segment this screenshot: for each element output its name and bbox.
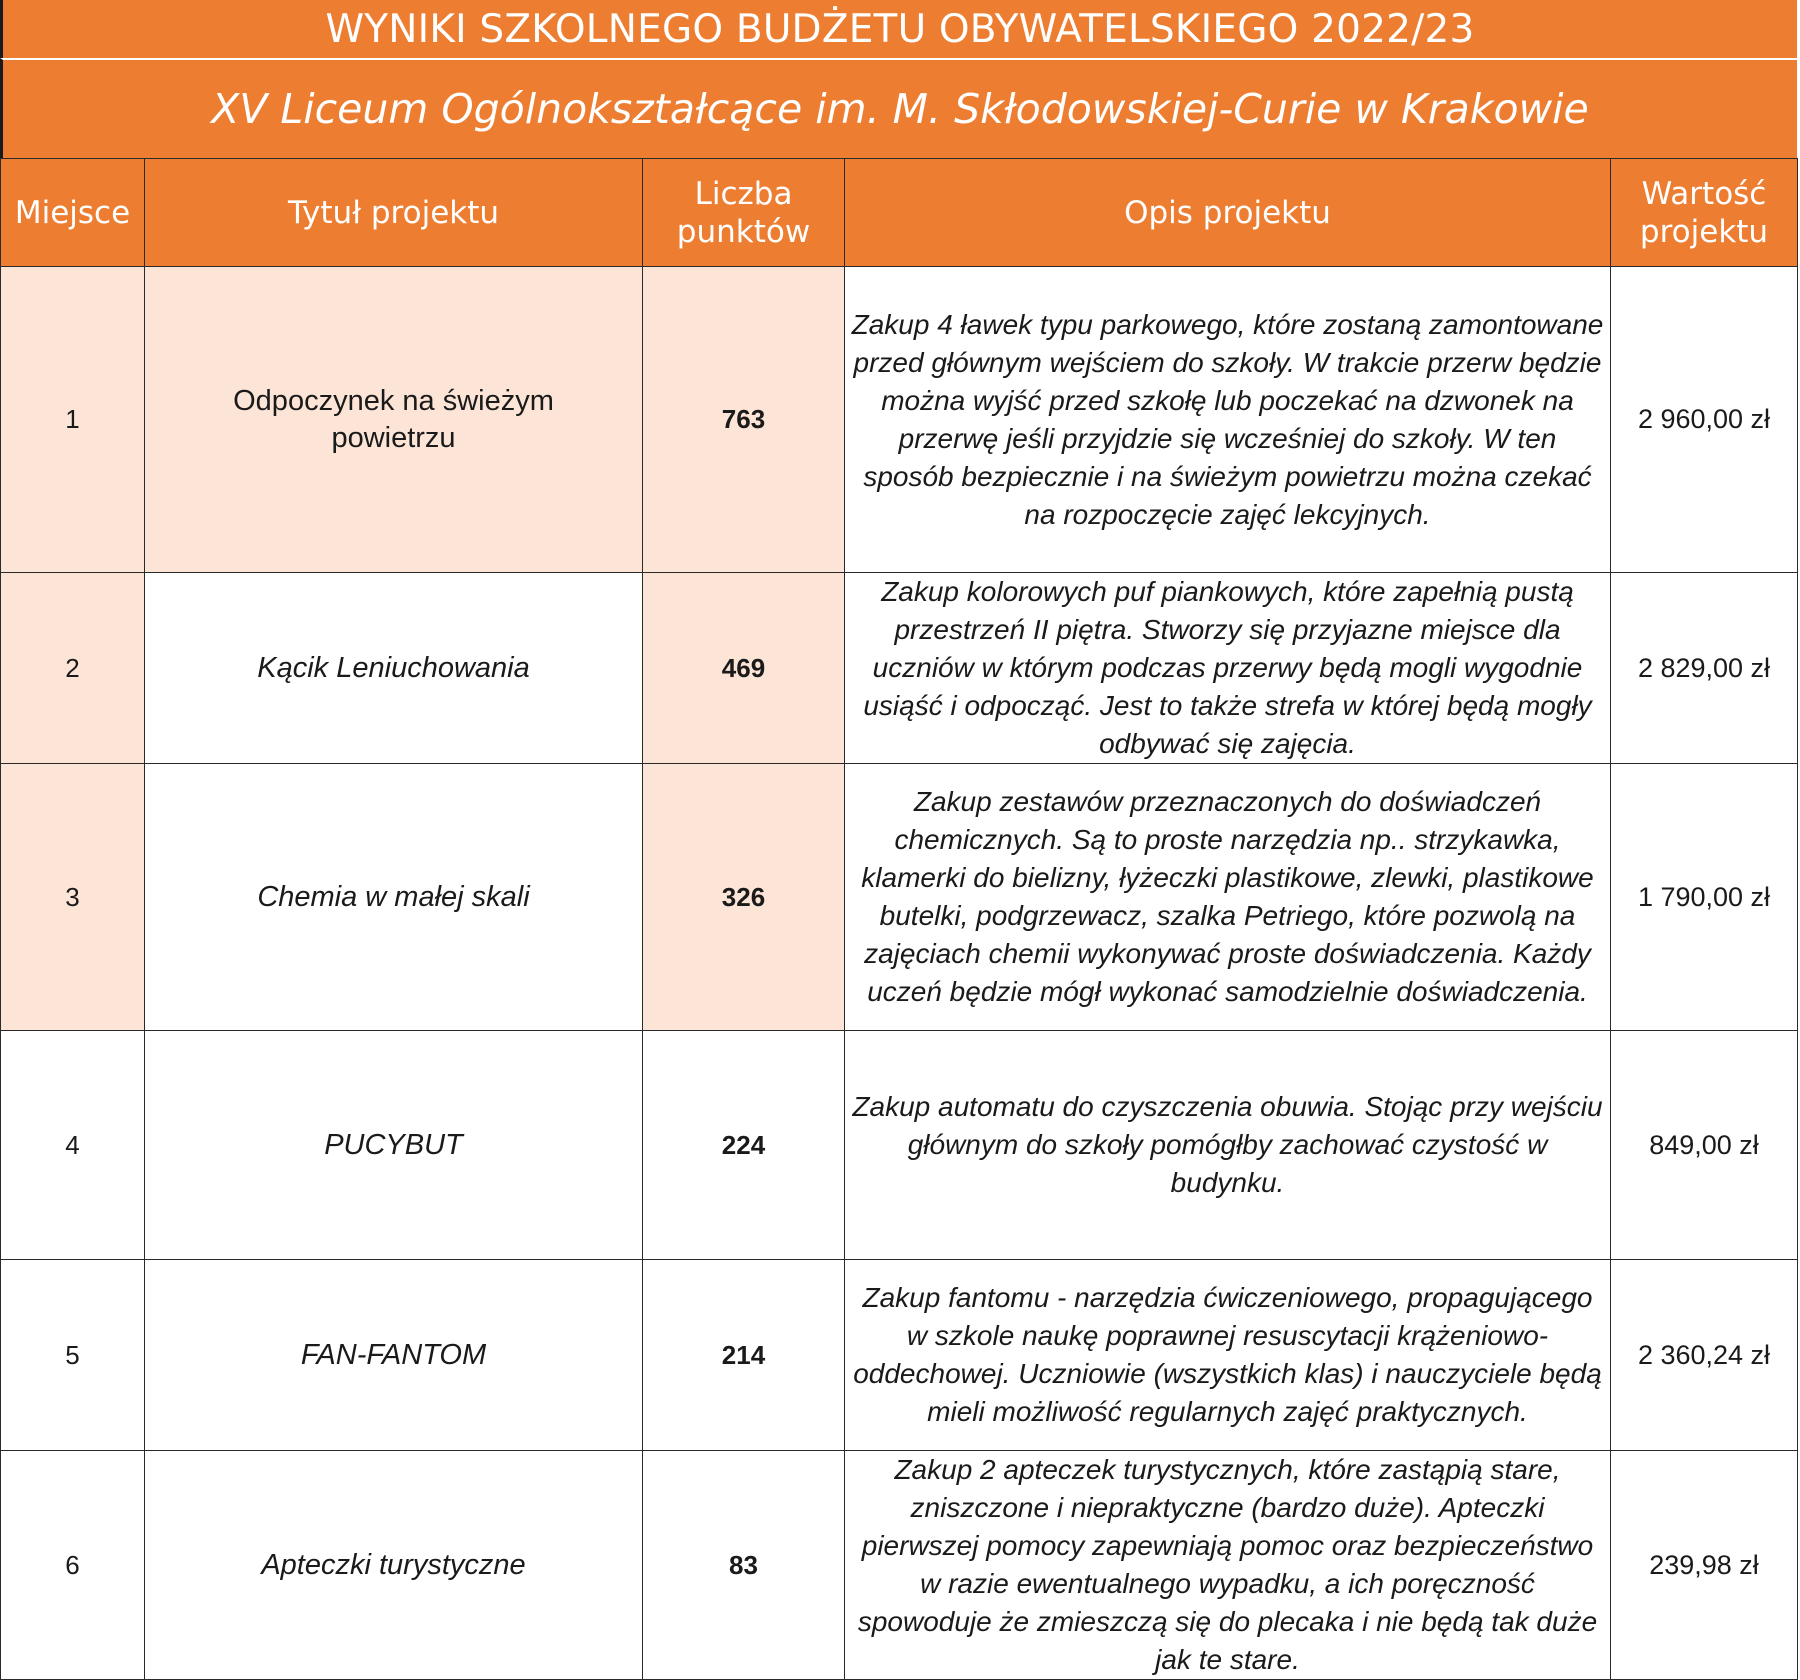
header-value-line2: projektu	[1639, 213, 1769, 250]
row-points: 326	[643, 764, 845, 1031]
row-place: 4	[1, 1031, 145, 1260]
row-value: 2 360,24 zł	[1611, 1260, 1798, 1451]
row-title-text: Odpoczynek na świeżym powietrzu	[233, 384, 554, 454]
row-value: 239,98 zł	[1611, 1451, 1798, 1680]
row-points: 83	[643, 1451, 845, 1680]
table-row	[1, 1451, 1798, 1680]
row-description: Zakup fantomu - narzędzia ćwiczeniowego, propagującego w szkole naukę poprawnej resuscytacji krążeniowo-oddechowej. Uczniowie (wszystkich klas) i nauczyciele będą mieli możliwość regularnych zajęć praktycznych.	[845, 1260, 1611, 1451]
row-description: Zakup zestawów przeznaczonych do doświadczeń chemicznych. Są to proste narzędzia np.. strzykawka, klamerki do bielizny, łyżeczki plastikowe, zlewki, plastikowe butelki, podgrzewacz, szalka Petriego, które pozwolą na zajęciach chemii wykonywać proste doświadczenia. Każdy uczeń będzie mógł wykonać samodzielnie doświadczenia.	[845, 764, 1611, 1031]
header-points-line2: punktów	[676, 213, 811, 250]
results-table	[0, 158, 1798, 1680]
row-place: 1	[1, 267, 145, 573]
document-title: WYNIKI SZKOLNEGO BUDŻETU OBYWATELSKIEGO 2022/23	[0, 0, 1797, 58]
header-place: Miejsce	[1, 159, 145, 267]
header-points	[643, 159, 845, 267]
row-value: 2 829,00 zł	[1611, 573, 1798, 764]
header-title: Tytuł projektu	[145, 159, 643, 267]
row-title: Apteczki turystyczne	[145, 1451, 643, 1680]
header-value	[1611, 159, 1798, 267]
header-description: Opis projektu	[845, 159, 1611, 267]
header-points-line1: Liczba	[694, 175, 793, 212]
table-row	[1, 1031, 1798, 1260]
row-description: Zakup kolorowych puf piankowych, które zapełnią pustą przestrzeń II piętra. Stworzy się przyjazne miejsce dla uczniów w którym podczas przerwy będą mogli wygodnie usiąść i odpocząć. Jest to także strefa w której będą mogły odbywać się zajęcia.	[845, 573, 1611, 764]
row-description: Zakup automatu do czyszczenia obuwia. Stojąc przy wejściu głównym do szkoły pomógłby zachować czystość w budynku.	[845, 1031, 1611, 1260]
row-description: Zakup 2 apteczek turystycznych, które zastąpią stare, zniszczone i niepraktyczne (bardzo duże). Apteczki pierwszej pomocy zapewniają pomoc oraz bezpieczeństwo w razie ewentualnego wypadku, a ich poręczność spowoduje że zmieszczą się do plecaka i nie będą tak duże jak te stare.	[845, 1451, 1611, 1680]
header-value-line1: Wartość	[1641, 175, 1767, 212]
row-title: FAN-FANTOM	[145, 1260, 643, 1451]
table-row	[1, 573, 1798, 764]
table-header-row	[1, 159, 1798, 267]
row-place: 5	[1, 1260, 145, 1451]
row-value: 1 790,00 zł	[1611, 764, 1798, 1031]
row-title	[145, 267, 643, 573]
table-row	[1, 764, 1798, 1031]
row-place: 6	[1, 1451, 145, 1680]
document-subtitle: XV Liceum Ogólnokształcące im. M. Skłodowskiej-Curie w Krakowie	[0, 58, 1797, 158]
row-points: 469	[643, 573, 845, 764]
row-title: PUCYBUT	[145, 1031, 643, 1260]
row-place: 2	[1, 573, 145, 764]
row-points: 763	[643, 267, 845, 573]
row-title: Chemia w małej skali	[145, 764, 643, 1031]
row-value: 849,00 zł	[1611, 1031, 1798, 1260]
table-row	[1, 1260, 1798, 1451]
row-value: 2 960,00 zł	[1611, 267, 1798, 573]
row-place: 3	[1, 764, 145, 1031]
row-points: 224	[643, 1031, 845, 1260]
row-description: Zakup 4 ławek typu parkowego, które zostaną zamontowane przed głównym wejściem do szkoły. W trakcie przerw będzie można wyjść przed szkołę lub poczekać na dzwonek na przerwę jeśli przyjdzie się wcześniej do szkoły. W ten sposób bezpiecznie i na świeżym powietrzu można czekać na rozpoczęcie zajęć lekcyjnych.	[845, 267, 1611, 573]
row-points: 214	[643, 1260, 845, 1451]
table-row	[1, 267, 1798, 573]
row-title: Kącik Leniuchowania	[145, 573, 643, 764]
